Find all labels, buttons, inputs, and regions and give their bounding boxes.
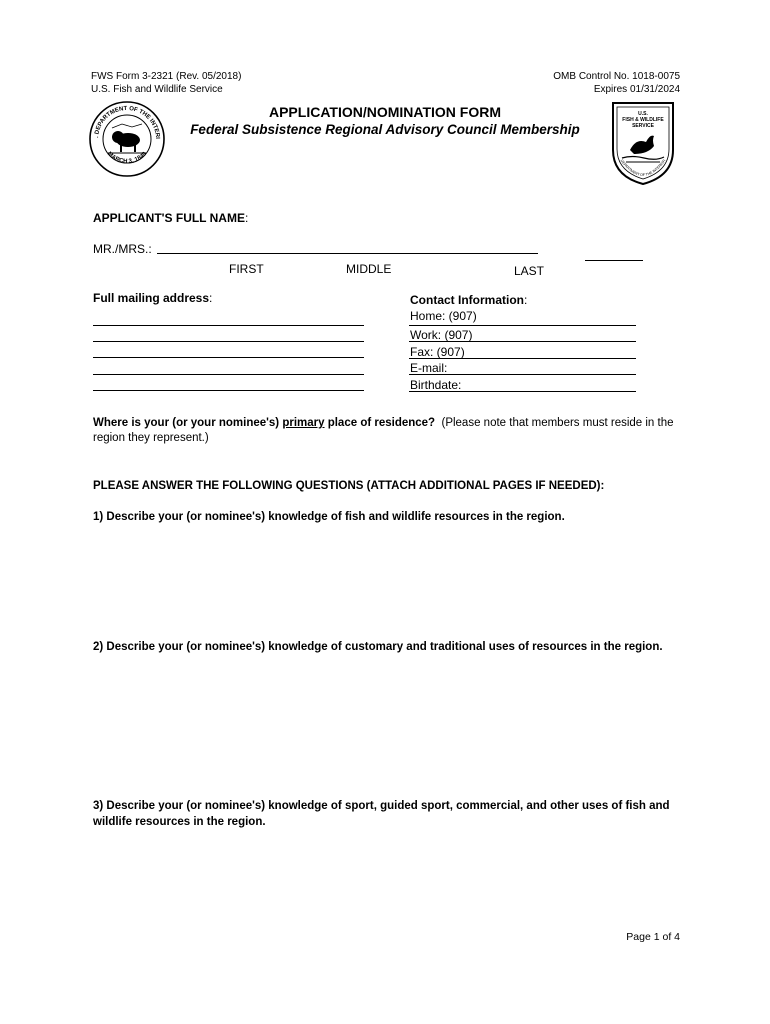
answer-2-area[interactable] [93,675,683,790]
page-number: Page 1 of 4 [626,931,680,943]
birthdate-field[interactable] [409,391,636,392]
last-name-label: LAST [514,264,545,278]
applicant-name-heading: APPLICANT'S FULL NAME: [93,211,249,225]
residence-note: (Please note that members must reside in the region they represent.) [93,417,674,444]
expiration-date: Expires 01/31/2024 [593,84,680,95]
instructions-heading: PLEASE ANSWER THE FOLLOWING QUESTIONS (ATTACH ADDITIONAL PAGES IF NEEDED): [93,480,605,492]
shield-text-1: U.S. [638,111,648,117]
work-phone-field[interactable] [409,341,636,342]
mailing-address-heading: Full mailing address: [93,291,213,305]
shield-text-3: SERVICE [632,123,654,129]
work-phone-label: Work: (907) [410,328,473,342]
residence-question: Where is your (or your nominee's) primary place of residence? (Please note that members must reside in the region they represent.) [93,417,674,444]
name-suffix-field[interactable] [585,260,643,261]
form-header-left [91,70,241,96]
email-label: E-mail: [410,361,448,375]
address-line-4[interactable] [93,374,364,375]
address-line-3[interactable] [93,357,364,358]
fax-label: Fax: (907) [410,345,465,359]
salutation-label: MR./MRS.: [93,242,152,256]
middle-name-label: MIDDLE [346,262,392,276]
agency-name: U.S. Fish and Wildlife Service [91,84,223,95]
email-field[interactable] [409,374,636,375]
form-number: FWS Form 3-2321 (Rev. 05/2018) [91,71,242,82]
question-1: 1) Describe your (or nominee's) knowledge of fish and wildlife resources in the region. [93,511,565,523]
seal-text-bottom: MARCH 3, 1849 [105,151,149,165]
contact-info-label: Contact Information [410,293,524,307]
birthdate-label: Birthdate: [410,378,462,392]
seal-text-top: . DEPARTMENT OF THE INTERI [94,105,161,139]
primary-emphasis: primary [282,417,325,429]
answer-1-area[interactable] [93,530,683,630]
mailing-address-label: Full mailing address [93,291,210,305]
omb-control-number: OMB Control No. 1018-0075 [553,71,680,82]
full-name-field[interactable] [157,253,538,254]
shield-text-bottom: DEPARTMENT OF THE INTERIOR [619,158,667,178]
address-line-1[interactable] [93,325,364,326]
form-subtitle: Federal Subsistence Regional Advisory Council Membership [190,122,580,137]
home-phone-label: Home: (907) [410,309,477,323]
form-header-right [553,70,680,96]
applicant-name-label: APPLICANT'S FULL NAME [93,211,245,225]
address-line-2[interactable] [93,341,364,342]
fax-field[interactable] [409,358,636,359]
shield-text-2: FISH & WILDLIFE [622,117,664,123]
home-phone-field[interactable] [409,325,636,326]
question-2: 2) Describe your (or nominee's) knowledge of customary and traditional uses of resources in the region. [93,641,663,653]
question-3: 3) Describe your (or nominee's) knowledge of sport, guided sport, commercial, and other uses of fish and wildlife resources in the region. [93,800,670,828]
contact-info-heading: Contact Information: [410,293,528,307]
form-title: APPLICATION/NOMINATION FORM [268,104,502,120]
address-line-5[interactable] [93,390,364,391]
first-name-label: FIRST [229,262,264,276]
answer-3-area[interactable] [93,834,683,924]
